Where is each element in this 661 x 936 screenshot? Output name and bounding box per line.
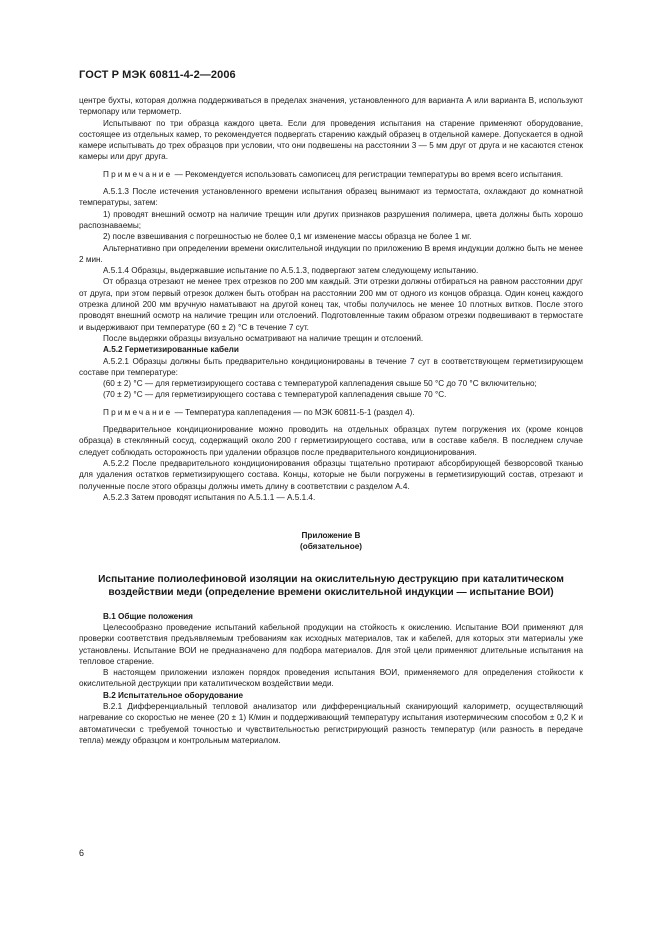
paragraph: центре бухты, которая должна поддерживаться в пределах значения, установленного для варианта А или варианта В, используют термопару или термометр. — [79, 96, 583, 117]
section-heading: В.2 Испытательное оборудование — [103, 690, 244, 700]
paragraph: Предварительное кондиционирование можно проводить на отдельных образцах путем погружения их (кроме концов образца) в стеклянный сосуд, содержащий около 200 г герметизирующего состава, или в составе кабеля. В последнем случае следует соблюдать осторожность при удалении образцов после предварительного кондиционирования. — [79, 425, 583, 457]
paragraph: В настоящем приложении изложен порядок проведения испытания ВОИ, применяемого для определения стойкости к окислительной деструкции при каталитическом воздействии меди. — [79, 668, 583, 689]
page-content — [79, 95, 583, 746]
note-text: — Температура каплепадения — по МЭК 60811-5-1 (раздел 4). — [172, 407, 415, 417]
paragraph: Испытывают по три образца каждого цвета. Если для проведения испытания на старение применяют оборудование, состоящее из отдельных камер, то рекомендуется подвергать старению каждый образец в отдельной камере. Допускается в одной камере испытывать до трех образцов при условии, что они подвешены на расстоянии 3 — 5 мм друг от друга и не касаются стенок камеры или друг друга. — [79, 118, 583, 162]
paragraph: А.5.2.3 Затем проводят испытания по А.5.1.1 — А.5.1.4. — [103, 492, 316, 502]
paragraph: Целесообразно проведение испытаний кабельной продукции на стойкость к окислению. Испытание ВОИ применяют для проверки соответствия предъявляемым требованиям как исходных материалов, так и кабелей, для которых эти материалы уже установлены. Испытание ВОИ не предназначено для подбора материалов. Для этой цели применяют длительные испытания на тепловое старение. — [79, 622, 583, 666]
paragraph: В.2.1 Дифференциальный тепловой анализатор или дифференциальный сканирующий калориметр, осуществляющий нагревание со скоростью не менее (20 ± 1) К/мин и поддерживающий температуру испытания изотермическим способом ± 0,2 К и автоматически с требуемой точностью и чувствительностью регистрирующий разность температур (или разность в передаче тепла) между образцом и контрольным материалом. — [79, 702, 583, 745]
list-item: (60 ± 2) °С — для герметизирующего состава с температурой каплепадения свыше 50 °С до 70 °С включительно; — [103, 379, 537, 389]
appendix-label: Приложение В — [301, 531, 361, 541]
paragraph: Альтернативно при определении времени окислительной индукции по приложению В время индукции должно быть не менее 2 мин. — [79, 243, 583, 264]
note-text: — Рекомендуется использовать самописец для регистрации температуры во время всего испытания. — [172, 169, 564, 179]
list-item: (70 ± 2) °С — для герметизирующего состава с температурой каплепадения свыше 70 °С. — [103, 390, 447, 400]
paragraph: После выдержки образцы визуально осматривают на наличие трещин и отслоений. — [103, 333, 424, 343]
section-heading: В.1 Общие положения — [103, 611, 193, 621]
paragraph: А.5.2.2 После предварительного кондиционирования образцы тщательно протирают абсорбирующей безворсовой тканью для удаления остатков герметизирующего состава. Концы, которые не были погружены в герметизирующий состав, отрезают и полученные после этого образцы должны иметь длину в соответствии с разделом А.4. — [79, 458, 583, 491]
page-number: 6 — [79, 848, 85, 858]
note-label: Примечание — [103, 407, 173, 417]
list-item: 1) проводят внешний осмотр на наличие трещин или других признаков разрушения полимера, цвета должны быть хорошо распознаваемы; — [79, 209, 583, 230]
note — [79, 169, 583, 180]
paragraph: А.5.1.4 Образцы, выдержавшие испытание по А.5.1.3, подвергают затем следующему испытанию. — [103, 266, 479, 276]
note-label: Примечание — [103, 169, 173, 179]
appendix-title: Испытание полиолефиновой изоляции на окислительную деструкцию при каталитическом воздействии меди (определение времени окислительной индукции — испытание ВОИ) — [98, 573, 564, 599]
appendix-status: (обязательное) — [300, 542, 362, 552]
paragraph: А.5.2.1 Образцы должны быть предварительно кондиционированы в течение 7 сут в соответствующем герметизирующем составе при температуре: — [79, 356, 583, 377]
section-heading: А.5.2 Герметизированные кабели — [103, 345, 239, 355]
paragraph: А.5.1.3 После истечения установленного времени испытания образец вынимают из термостата, охлаждают до комнатной температуры, затем: — [79, 187, 583, 208]
list-item: 2) после взвешивания с погрешностью не более 0,1 мг изменение массы образца не более 1 мг. — [103, 232, 472, 242]
note — [79, 407, 583, 418]
document-header: ГОСТ Р МЭК 60811-4-2—2006 — [79, 69, 236, 81]
paragraph: От образца отрезают не менее трех отрезков по 200 мм каждый. Эти отрезки должны отбираться на равном расстоянии друг от друга, при этом первый отрезок должен быть отобран на расстоянии 200 мм от одного из концов образца. Один конец каждого отрезка длиной 200 мм вручную наматывают на другой конец так, чтобы получилось не менее 10 плотных витков. После этого проводят внешний осмотр на наличие трещин или отслоений. Подготовленные таким образом отрезки подвешивают в термостате и выдерживают при температуре (60 ± 2) °С в течение 7 сут. — [79, 277, 583, 332]
